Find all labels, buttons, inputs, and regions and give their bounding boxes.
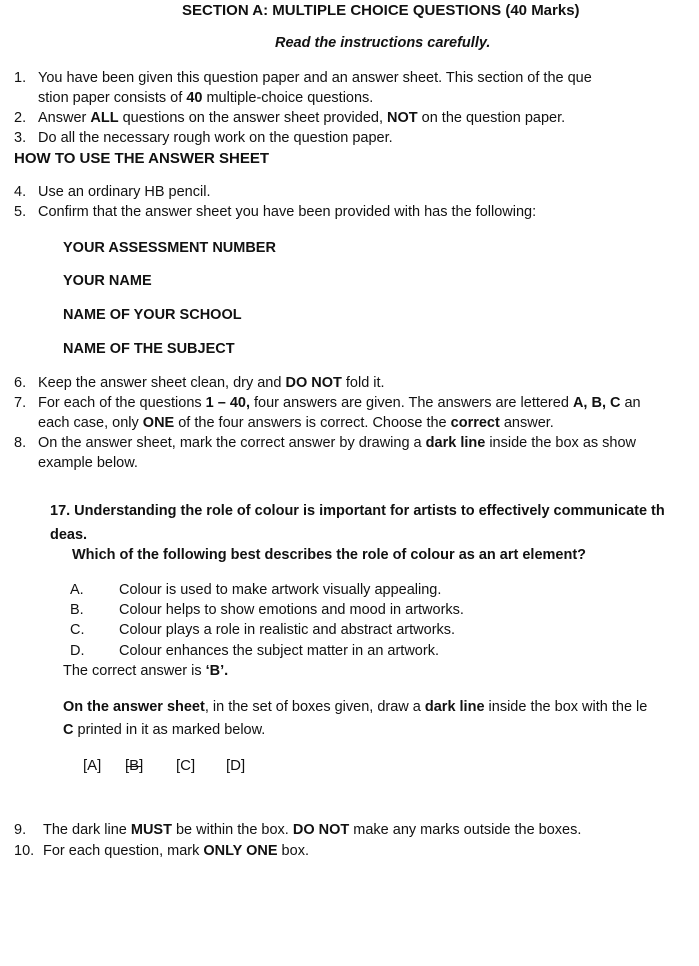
mark-instruction-line2: C printed in it as marked below. (63, 722, 266, 738)
item-8-line2: example below. (38, 455, 138, 471)
item-number: 9. (14, 822, 27, 838)
field-assessment-number: YOUR ASSESSMENT NUMBER (63, 240, 276, 256)
item-number: 1. (14, 70, 27, 86)
item-number: 4. (14, 184, 27, 200)
item-number: 10. (14, 843, 35, 859)
item-4-text: Use an ordinary HB pencil. (38, 184, 211, 200)
item-10-text: For each question, mark ONLY ONE box. (43, 843, 309, 859)
correct-answer-line: The correct answer is ‘B’. (63, 663, 229, 679)
example-question-text: Which of the following best describes the role of colour as an art element? (72, 547, 587, 563)
how-to-heading: HOW TO USE THE ANSWER SHEET (14, 150, 270, 167)
option-letter: C. (70, 622, 85, 638)
example-question-stem-cont: deas. (50, 527, 88, 543)
item-number: 3. (14, 130, 27, 146)
answer-box-d: [D] (226, 757, 246, 774)
item-number: 7. (14, 395, 27, 411)
section-title: SECTION A: MULTIPLE CHOICE QUESTIONS (40 Marks) (182, 2, 580, 19)
option-letter: D. (70, 643, 85, 659)
field-your-name: YOUR NAME (63, 273, 152, 289)
answer-box-a: [A] (83, 757, 102, 774)
item-7-line1: For each of the questions 1 – 40, four answers are given. The answers are lettered A, B, C an (38, 395, 641, 411)
item-8-line1: On the answer sheet, mark the correct answer by drawing a dark line inside the box as show (38, 435, 637, 451)
item-2-text: Answer ALL questions on the answer sheet provided, NOT on the question paper. (38, 110, 566, 126)
option-text: Colour is used to make artwork visually appealing. (119, 582, 442, 598)
item-number: 8. (14, 435, 27, 451)
item-number: 5. (14, 204, 27, 220)
item-number: 6. (14, 375, 27, 391)
example-question-stem: 17. Understanding the role of colour is important for artists to effectively communicate th (50, 503, 665, 519)
answer-box-c: [C] (176, 757, 196, 774)
item-1-line2: stion paper consists of 40 multiple-choice questions. (38, 90, 374, 106)
field-school-name: NAME OF YOUR SCHOOL (63, 307, 242, 323)
item-9-text: The dark line MUST be within the box. DO NOT make any marks outside the boxes. (43, 822, 582, 838)
item-number: 2. (14, 110, 27, 126)
option-letter: B. (70, 602, 84, 618)
field-subject-name: NAME OF THE SUBJECT (63, 341, 235, 357)
instruction-line: Read the instructions carefully. (275, 35, 491, 51)
item-6-text: Keep the answer sheet clean, dry and DO NOT fold it. (38, 375, 385, 391)
item-7-line2: each case, only ONE of the four answers is correct. Choose the correct answer. (38, 415, 554, 431)
option-letter: A. (70, 582, 84, 598)
item-5-text: Confirm that the answer sheet you have been provided with has the following: (38, 204, 537, 220)
answer-box-b-marked: [B] (125, 757, 144, 774)
option-text: Colour enhances the subject matter in an artwork. (119, 643, 439, 659)
mark-instruction-line1: On the answer sheet, in the set of boxes given, draw a dark line inside the box with the le (63, 699, 648, 715)
item-3-text: Do all the necessary rough work on the question paper. (38, 130, 393, 146)
option-text: Colour plays a role in realistic and abstract artworks. (119, 622, 456, 638)
item-1-line1: You have been given this question paper and an answer sheet. This section of the que (38, 70, 592, 86)
option-text: Colour helps to show emotions and mood in artworks. (119, 602, 464, 618)
